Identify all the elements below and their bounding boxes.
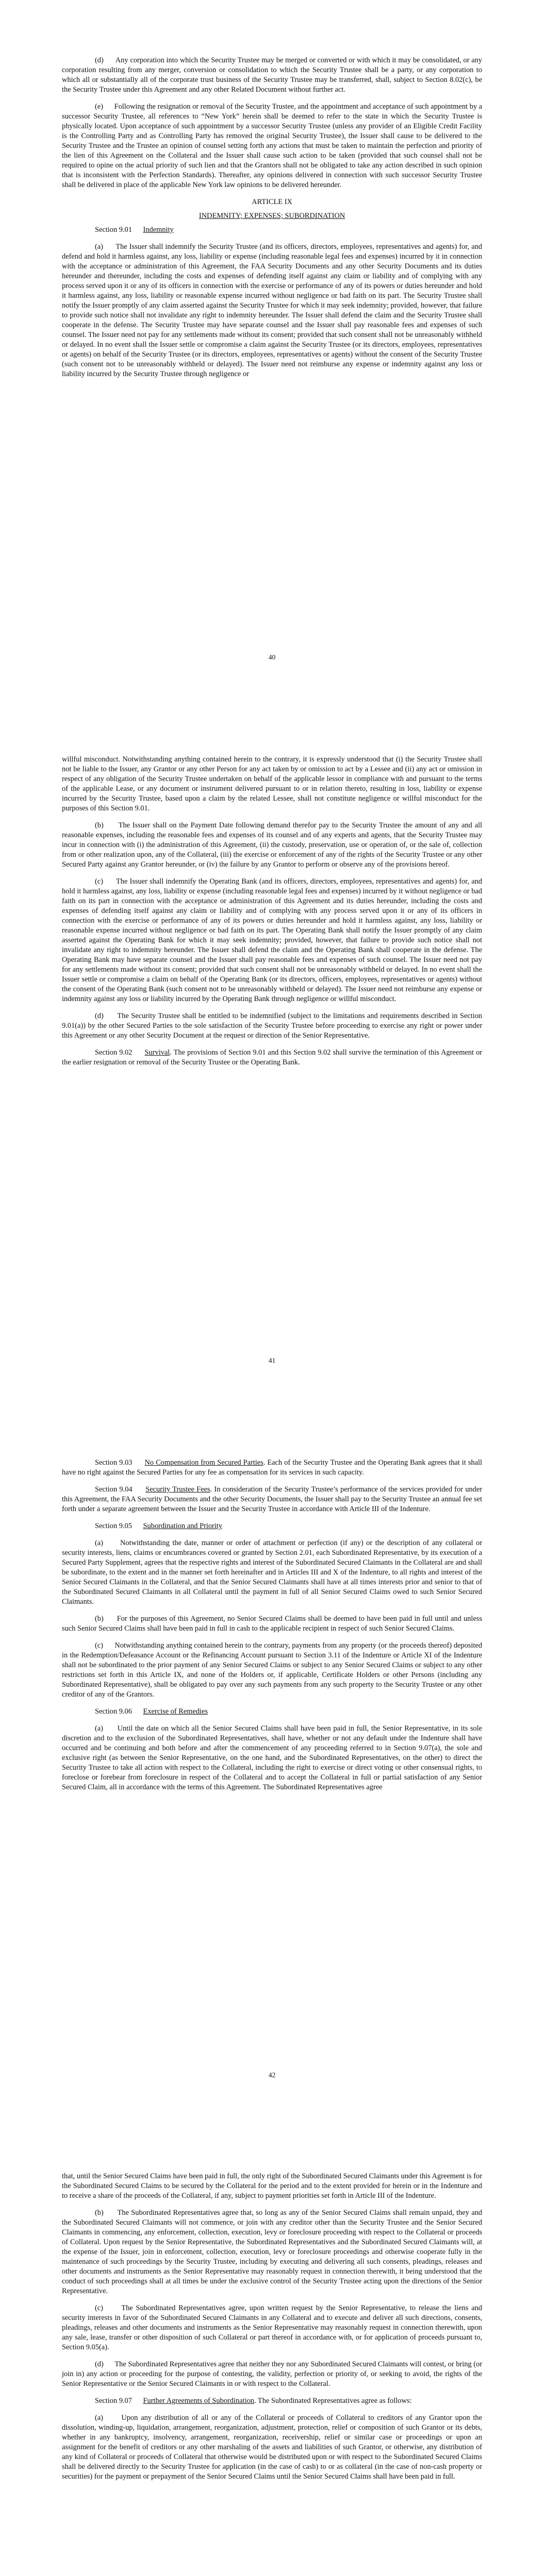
page-number: 41 (268, 1357, 276, 1364)
section-title: Exercise of Remedies (143, 1707, 208, 1716)
section-number: Section 9.01 (95, 226, 132, 234)
paragraph-continuation: willful misconduct. Notwithstanding anything contained herein to the contrary, it is expressly understood that (i) the Security Trustee shall not be liable to the Issuer, any Grantor or any other Person for any act taken by or omission to act by a Lessee and (ii) any act or omission in respect of any obligation of the Security Trustee undertaken on behalf of the applicable lessor in compliance with and pursuant to the terms of the applicable Lease, or any document or instrument delivered pursuant to or in relation thereto, resulting in loss, liability or expense incurred by the Security Trustee, based upon a claim by the related Lessee, shall not constitute negligence or willful misconduct for the purposes of this Section 9.01. (62, 755, 482, 812)
section-number: Section 9.06 (95, 1707, 132, 1716)
paragraph-9-06-a: (a) Until the date on which all the Senior Secured Claims shall have been paid in full, the Senior Representative, in its sole discretion and to the exclusion of the Subordinated Representatives, shall have, whether or not any default under the Indenture shall have occurred and be continuing and both before and after the commencement of any proceeding referred to in Section 9.07(a), the sole and exclusive right (as between the Senior Representative, on the one hand, and the Subordinated Representatives, on the other) to direct the Security Trustee to take all action with respect to the Collateral, including the right to exercise or direct voting or other consensual rights, to foreclose or forebear from foreclosure in respect of the Collateral and to accept the Collateral in full or partial satisfaction of any Senior Secured Claim, all in accordance with the terms of this Agreement. The Subordinated Representatives agree (62, 1724, 482, 1791)
document-page-43 (0, 2110, 544, 2576)
section-number: Section 9.07 (95, 2397, 132, 2405)
page-body (62, 755, 482, 1075)
section-title: Indemnity (143, 226, 174, 234)
section-text: . The provisions of Section 9.01 and this Section 9.02 shall survive the termination of this Agreement or the earlier resignation or removal of the Security Trustee or the Operating Bank. (62, 1048, 482, 1066)
page-number: 40 (268, 653, 276, 661)
document-page-42 (0, 1406, 544, 2110)
document-page-41 (0, 703, 544, 1406)
article-heading: ARTICLE IX (252, 198, 292, 206)
paragraph-9-05-b: (b) For the purposes of this Agreement, no Senior Secured Claims shall be deemed to have been paid in full until and unless such Senior Secured Claims shall have been paid in full in cash to the applicable recipient in respect of such Senior Secured Claims. (62, 1615, 482, 1633)
paragraph-9-05-a: (a) Notwithstanding the date, manner or order of attachment or perfection (if any) or the description of any collateral or security interests, liens, claims or encumbrances covered or granted by Section 2.01, each Subordinated Representative, by its execution of a Secured Party Supplement, agrees that the respective rights and interest of the Subordinated Secured Claimants in the Collateral are and shall be subordinate, to the extent and in the manner set forth hereinafter and in Articles III and X of the Indenture, to all rights and interest of the Senior Secured Claimants in the Collateral, and that the Senior Secured Claimants shall have at all times interests prior and senior to that of the Subordinated Secured Claimants in all Collateral until the payment in full of all Senior Secured Claims owed to such Senior Secured Claimants. (62, 1539, 482, 1606)
section-9-07 (62, 2396, 482, 2406)
section-9-03 (62, 1458, 482, 1478)
page-body (62, 1458, 482, 1800)
paragraph-9-01-a: (a) The Issuer shall indemnify the Security Trustee (and its officers, directors, employees, representatives and agents) for, and defend and hold it harmless against, any loss, liability or expense (including reasonable legal fees and expenses) incurred by it in connection with the acceptance or administration of this Agreement, the FAA Security Documents and any other Security Documents and its duties hereunder and thereunder, including the costs and expenses of defending itself against any claim or liability and of complying with any process served upon it or any of its officers in connection with the exercise or performance of any of its powers or duties hereunder and hold it harmless against, any loss, liability or reasonable expense incurred without negligence or bad faith on its part. The Security Trustee shall notify the Issuer promptly of any claim asserted against the Security Trustee for which it may seek indemnity; provided, however, that failure to provide such notice shall not invalidate any right to indemnity hereunder. The Issuer shall defend the claim and the Security Trustee shall cooperate in the defense. The Security Trustee may have separate counsel and the Issuer shall pay reasonable fees and expenses of such counsel. The Issuer need not pay for any settlements made without its consent; provided that such consent shall not be unreasonably withheld or delayed. In no event shall the Issuer settle or compromise a claim against the Security Trustee (or its directors, employees, representatives or agents) on behalf of the Security Trustee (or its directors, employees, representatives or agents) without the consent of the Security Trustee (such consent not to be unreasonably withheld or delayed). The Issuer need not reimburse any expense or indemnity against any loss or liability incurred by the Security Trustee through negligence or (62, 243, 482, 378)
page-number: 42 (268, 2071, 276, 2079)
section-number: Section 9.02 (95, 1048, 133, 1057)
paragraph-9-01-b: (b) The Issuer shall on the Payment Date following demand therefor pay to the Security Trustee the amount of any and all reasonable expenses, including the reasonable fees and expenses of its counsel and of any experts and agents, that the Security Trustee may incur in connection with (i) the administration of this Agreement, (ii) the custody, preservation, use or operation of, or the sale of, collection from or other realization upon, any of the Collateral, (iii) the exercise or enforcement of any of the rights of the Security Trustee or any other Secured Party against any Grantor hereunder, or (iv) the failure by any Grantor to perform or observe any of the provisions hereof. (62, 821, 482, 869)
section-text: . In consideration of the Security Trustee’s performance of the services provided for under this Agreement, the FAA Security Documents and the other Security Documents, the Issuer shall pay to the Security Trustee an annual fee set forth under a separate agreement between the Issuer and the Security Trustee in accordance with Article III of the Indenture. (62, 1485, 482, 1513)
section-text: . Each of the Security Trustee and the Operating Bank agrees that it shall have no right against the Secured Parties for any fee as compensation for its services in such capacity. (62, 1459, 482, 1477)
paragraph-8-02-d: (d) Any corporation into which the Security Trustee may be merged or converted or with which it may be consolidated, or any corporation resulting from any merger, conversion or consolidation to which the Security Trustee shall be a party, or any corporation to which all or substantially all of the corporate trust business of the Security Trustee may be transferred, shall, subject to Section 8.02(c), be the Security Trustee under this Agreement and any other Related Document without further act. (62, 56, 482, 94)
paragraph-9-01-d: (d) The Security Trustee shall be entitled to be indemnified (subject to the limitations and requirements described in Section 9.01(a)) by the other Secured Parties to the sole satisfaction of the Security Trustee before proceeding to exercise any right or power under this Agreement or any other Security Document at the request or direction of the Senior Representative. (62, 1012, 482, 1040)
paragraph-9-05-c: (c) Notwithstanding anything contained herein to the contrary, payments from any property (or the proceeds thereof) deposited in the Redemption/Defeasance Account or the Refinancing Account pursuant to Section 3.11 of the Indenture or Article XI of the Indenture shall not be subordinated to the prior payment of any Senior Secured Claims or subject to any Senior Secured Claims or subject to any other restrictions set forth in this Article IX, and none of the Holders or, if applicable, Certificate Holders or other Persons (including any Subordinated Representative), shall be obligated to pay over any such payments from any such property to the Security Trustee or any other creditor of any of the Grantors. (62, 1641, 482, 1699)
section-number: Section 9.05 (95, 1522, 132, 1530)
section-number: Section 9.03 (95, 1459, 133, 1467)
paragraph-continuation: that, until the Senior Secured Claims have been paid in full, the only right of the Subordinated Secured Claimants under this Agreement is for the Subordinated Secured Claims to be secured by the Collateral for the period and to the extent provided for herein or in the Indenture and to receive a share of the proceeds of the Collateral, if any, subject to payment priorities set forth in Article III of the Indenture. (62, 2172, 482, 2200)
section-title: Subordination and Priority (143, 1522, 223, 1530)
section-title: No Compensation from Secured Parties (144, 1459, 263, 1467)
section-number: Section 9.04 (95, 1485, 133, 1494)
paragraph-9-06-b: (b) The Subordinated Representatives agree that, so long as any of the Senior Secured Claims shall remain unpaid, they and the Subordinated Secured Claimants will not commence, or join with any creditor other than the Security Trustee and the Senior Secured Claimants in commencing, any enforcement, collection, execution, levy or foreclosure proceeding with respect to the Collateral or proceeds of Collateral. Upon request by the Senior Representative, the Subordinated Representatives and the Subordinated Secured Claimants will, at the expense of the Issuer, join in enforcement, collection, execution, levy or foreclosure proceedings and otherwise cooperate fully in the maintenance of such proceedings by the Security Trustee, including by executing and delivering all such consents, pleadings, releases and other documents and instruments as the Senior Representative may reasonably request in connection therewith, it being understood that the conduct of such proceedings shall at all times be under the exclusive control of the Security Trustee acting upon the directions of the Senior Representative. (62, 2209, 482, 2295)
section-9-04 (62, 1485, 482, 1514)
document-page-40 (0, 0, 544, 703)
section-heading-9-05 (62, 1521, 482, 1531)
section-text: . The Subordinated Representatives agree as follows: (254, 2397, 412, 2405)
section-title: Further Agreements of Subordination (143, 2397, 254, 2405)
section-title: Security Trustee Fees (145, 1485, 210, 1494)
section-heading-9-06 (62, 1707, 482, 1717)
page-body (62, 2172, 482, 2489)
paragraph-8-02-e: (e) Following the resignation or removal of the Security Trustee, and the appointment and acceptance of such appointment by a successor Security Trustee, all references to “New York” herein shall be deemed to refer to the state in which the Security Trustee is physically located. Upon acceptance of such appointment by a successor Security Trustee (unless any provider of an Eligible Credit Facility is the Controlling Party and as Controlling Party has removed the original Security Trustee), the Issuer shall cause to be delivered to the Security Trustee and the Trustee an opinion of counsel setting forth any actions that must be taken to maintain the perfection and priority of the lien of this Agreement on the Collateral and the Issuer shall cause such action to be taken (provided that such counsel shall not be required to opine on the actual priority of such lien and that the Grantors shall not be obligated to take any action described in such opinion that is inconsistent with the Perfection Standards). Thereafter, any opinions delivered in connection with such successor Security Trustee shall be delivered in place of the applicable New York law opinions to be delivered hereunder. (62, 103, 482, 189)
article-title: INDEMNITY; EXPENSES; SUBORDINATION (199, 212, 345, 220)
paragraph-9-06-c: (c) The Subordinated Representatives agree, upon written request by the Senior Representative, to release the liens and security interests in favor of the Subordinated Secured Claimants in any Collateral and to execute and deliver all such directions, consents, pleadings, releases and other documents and instruments as the Senior Representative may reasonably request in connection therewith, upon any sale, lease, transfer or other disposition of such Collateral or part thereof in accordance with, or for application of proceeds pursuant to, Section 9.05(a). (62, 2304, 482, 2351)
section-title: Survival (144, 1048, 170, 1057)
section-heading-9-01 (62, 225, 482, 235)
section-9-02 (62, 1048, 482, 1067)
paragraph-9-07-a: (a) Upon any distribution of all or any of the Collateral or proceeds of Collateral to creditors of any Grantor upon the dissolution, winding-up, liquidation, arrangement, reorganization, adjustment, protection, relief or composition of such Grantor or its debts, whether in any bankruptcy, insolvency, arrangement, reorganization, receivership, relief or similar case or proceedings or upon an assignment for the benefit of creditors or any other marshaling of the assets and liabilities of such Grantor, or otherwise, any distribution of any kind of Collateral or proceeds of Collateral that otherwise would be distributed upon or with respect to the Subordinated Secured Claims shall be delivered directly to the Security Trustee for application (in the case of cash) to or as collateral (in the case of non-cash property or securities) for the payment or prepayment of the Senior Secured Claims until the Senior Secured Claims shall have been paid in full. (62, 2414, 482, 2481)
paragraph-9-06-d: (d) The Subordinated Representatives agree that neither they nor any Subordinated Secured Claimants will contest, or bring (or join in) any action or proceeding for the purpose of contesting, the validity, perfection or priority of, or seeking to avoid, the rights of the Senior Representative or the Senior Secured Claimants in or with respect to the Collateral. (62, 2360, 482, 2388)
page-body (62, 56, 482, 386)
paragraph-9-01-c: (c) The Issuer shall indemnify the Operating Bank (and its officers, directors, employees, representatives and agents) for, and hold it harmless against, any loss, liability or expense (including reasonable legal fees and expenses) incurred by it without negligence or bad faith on its part in connection with the acceptance or administration of this Agreement and its duties hereunder, including the costs and expenses of defending itself against any claim or liability and of complying with any process served upon it or any of its officers in connection with the exercise or performance of any of its powers or duties hereunder and hold it harmless against, any loss, liability or reasonable expense incurred without negligence or bad faith on its part. The Operating Bank shall notify the Issuer promptly of any claim asserted against the Operating Bank for which it may seek indemnity; provided, however, that failure to provide such notice shall not invalidate any right to indemnity hereunder. The Issuer shall defend the claim and the Operating Bank shall cooperate in the defense. The Operating Bank may have separate counsel and the Issuer shall pay reasonable fees and expenses of such counsel. The Issuer need not pay for any settlements made without its consent; provided that such consent shall not be unreasonably withheld or delayed. In no event shall the Issuer settle or compromise a claim on behalf of the Operating Bank (or its directors, officers, employees, representatives or agents) without the consent of the Operating Bank (such consent not to be unreasonably withheld or delayed). The Issuer need not reimburse any expense or indemnity against any loss or liability incurred by the Operating Bank through negligence or willful misconduct. (62, 877, 482, 1003)
